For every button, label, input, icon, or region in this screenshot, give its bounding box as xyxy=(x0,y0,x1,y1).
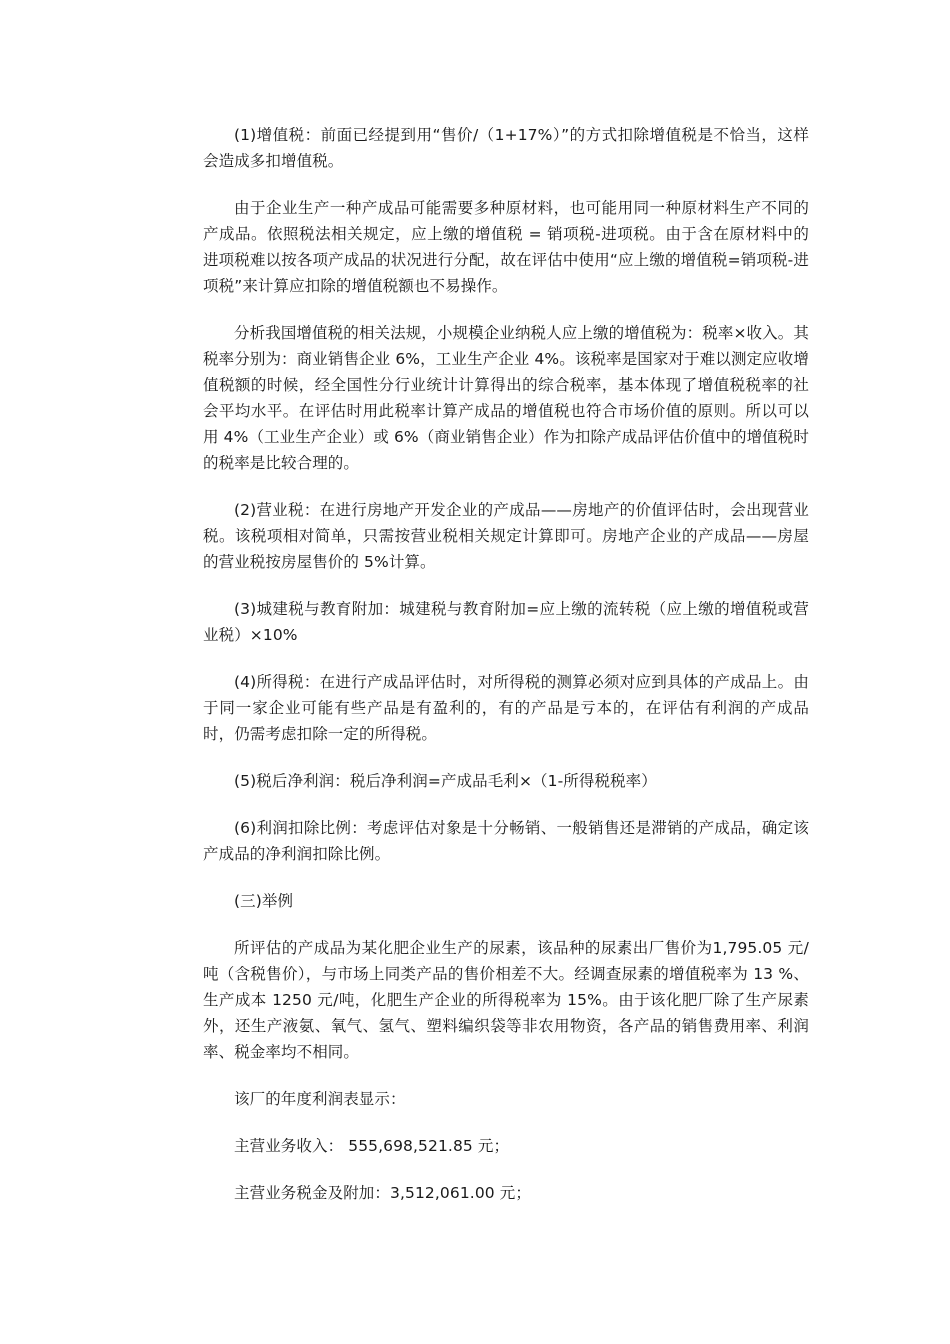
document-body xyxy=(203,122,809,1206)
paragraph-gap xyxy=(203,1159,809,1180)
paragraph-gap xyxy=(203,867,809,888)
paragraph-gap xyxy=(203,299,809,320)
paragraph-urban-tax: (3)城建税与教育附加：城建税与教育附加=应上缴的流转税（应上缴的增值税或营业税）×10% xyxy=(203,600,809,644)
paragraph-gap xyxy=(203,794,809,815)
paragraph-gap xyxy=(203,648,809,669)
paragraph-example: 所评估的产成品为某化肥企业生产的尿素，该品种的尿素出厂售价为1,795.05 元/吨（含税售价），与市场上同类产品的售价相差不大。经调查尿素的增值税率为 13 %、生产成本 1250 元/吨，化肥生产企业的所得税率为 15%。由于该化肥厂除了生产尿素外，还生产液氨、氧气、氢气、塑料编织袋等非农用物资，各产品的销售费用率、利润率、税金率均不相同。 xyxy=(203,939,809,1061)
paragraph-vat-3: 分析我国增值税的相关法规，小规模企业纳税人应上缴的增值税为：税率×收入。其税率分别为：商业销售企业 6%，工业生产企业 4%。该税率是国家对于难以测定应收增值税额的时候，经全国性分行业统计计算得出的综合税率，基本体现了增值税税率的社会平均水平。在评估时用此税率计算产成品的增值税也符合市场价值的原则。所以可以用 4%（工业生产企业）或 6%（商业销售企业）作为扣除产成品评估价值中的增值税时的税率是比较合理的。 xyxy=(203,324,809,472)
paragraph-income-tax: (4)所得税：在进行产成品评估时，对所得税的测算必须对应到具体的产成品上。由于同一家企业可能有些产品是有盈利的，有的产品是亏本的，在评估有利润的产成品时，仍需考虑扣除一定的所得税。 xyxy=(203,673,809,743)
paragraph-gap xyxy=(203,575,809,596)
paragraph-gap xyxy=(203,747,809,768)
paragraph-gap xyxy=(203,1112,809,1133)
paragraph-gap xyxy=(203,1065,809,1086)
paragraph-profit-deduction: (6)利润扣除比例：考虑评估对象是十分畅销、一般销售还是滞销的产成品，确定该产成品的净利润扣除比例。 xyxy=(203,819,809,863)
paragraph-vat-2: 由于企业生产一种产成品可能需要多种原材料，也可能用同一种原材料生产不同的产成品。依照税法相关规定，应上缴的增值税 = 销项税-进项税。由于含在原材料中的进项税难以按各项产成品的状况进行分配，故在评估中使用“应上缴的增值税=销项税-进项税”来计算应扣除的增值税额也不易操作。 xyxy=(203,199,809,295)
paragraph-profit-statement: 该厂的年度利润表显示： xyxy=(234,1090,406,1108)
paragraph-gap xyxy=(203,914,809,935)
paragraph-main-revenue: 主营业务收入： 555,698,521.85 元； xyxy=(234,1137,510,1155)
paragraph-net-profit: (5)税后净利润：税后净利润=产成品毛利×（1-所得税税率） xyxy=(234,772,657,790)
paragraph-business-tax: (2)营业税：在进行房地产开发企业的产成品——房地产的价值评估时，会出现营业税。该税项相对简单，只需按营业税相关规定计算即可。房地产企业的产成品——房屋的营业税按房屋售价的 5%计算。 xyxy=(203,501,809,571)
paragraph-gap xyxy=(203,476,809,497)
paragraph-gap xyxy=(203,174,809,195)
paragraph-vat-1: (1)增值税：前面已经提到用“售价/（1+17%）”的方式扣除增值税是不恰当，这样会造成多扣增值税。 xyxy=(203,126,809,170)
section-heading-example: (三)举例 xyxy=(234,892,294,910)
paragraph-main-tax: 主营业务税金及附加：3,512,061.00 元； xyxy=(234,1184,531,1202)
